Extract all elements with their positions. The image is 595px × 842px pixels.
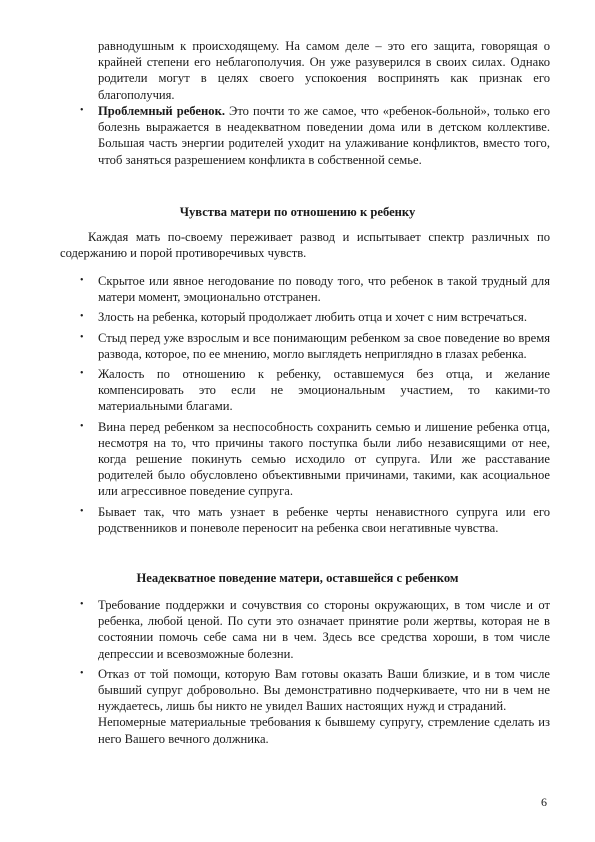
bullet-icon: • bbox=[80, 599, 84, 610]
list-item-continuation: Непомерные материальные требования к бывшему супругу, стремление сделать из него Вашего вечного должника. bbox=[98, 715, 550, 746]
list-item bbox=[0, 309, 595, 325]
list-item bbox=[0, 504, 595, 536]
list-item-text: Злость на ребенка, который продолжает любить отца и хочет с ним встречаться. bbox=[98, 310, 527, 325]
bullet-icon: • bbox=[80, 368, 84, 380]
list-item bbox=[0, 273, 595, 305]
list-item bbox=[0, 666, 595, 747]
list-item bbox=[0, 419, 595, 500]
term-bold: Проблемный ребенок. bbox=[98, 104, 225, 118]
list-item-text: Жалость по отношению к ребенку, оставшемуся без отца, и желание компенсировать это если не эмоциональным участием, то какими-то материальными благами. bbox=[98, 367, 550, 414]
list-item-text bbox=[98, 103, 550, 168]
list-item-text: Скрытое или явное негодование по поводу того, что ребенок в такой трудный для матери момент, эмоционально отстранен. bbox=[98, 274, 550, 305]
intro-paragraph: Каждая мать по-своему переживает развод и испытывает спектр различных по содержанию и порой противоречивых чувств. bbox=[60, 230, 550, 261]
list-item bbox=[0, 366, 595, 415]
list-item-text: Вина перед ребенком за неспособность сохранить семью и лишение ребенка отца, несмотря на то, что причины такого поступка были либо независящими от нее, когда решение покинуть семью исходило от супруга. Или же расставание родителей было обусловлено объективными причинами, такими, как асоциальное или агрессивное поведение супруга. bbox=[98, 419, 550, 499]
list-item-text: Бывает так, что мать узнает в ребенке черты ненавистного супруга или его родственников и поневоле переносит на ребенка свои негативные чувства. bbox=[98, 504, 550, 535]
bullet-icon: • bbox=[80, 331, 84, 343]
top-paragraph: равнодушным к происходящему. На самом деле – это его защита, говорящая о крайней степени его неблагополучия. Он уже разуверился в своих силах. Однако родители могут в целях своего успокоения воспринять как признак его благополучия. bbox=[98, 39, 550, 102]
bullet-icon: • bbox=[80, 420, 84, 432]
term-description: Это почти то же самое, что «ребенок-больной», только его болезнь выражается в неадекватном поведении дома или в детском коллективе. Большая часть энергии родителей уходит на улаживание конфликтов, вместо того, чтоб заняться разрешением конфликта в собственной семье. bbox=[98, 104, 550, 167]
feelings-list bbox=[0, 273, 595, 536]
bullet-icon: • bbox=[80, 311, 84, 323]
bullet-icon: • bbox=[80, 275, 84, 286]
list-item bbox=[0, 330, 595, 362]
bullet-icon: • bbox=[80, 105, 84, 116]
section-heading-mother-feelings: Чувства матери по отношению к ребенку bbox=[179, 205, 416, 219]
behavior-list bbox=[0, 597, 595, 747]
page-number: 6 bbox=[541, 795, 547, 809]
bullet-icon: • bbox=[80, 505, 84, 517]
bullet-icon: • bbox=[80, 667, 84, 679]
list-item bbox=[0, 103, 595, 168]
list-item-text: Требование поддержки и сочувствия со стороны окружающих, в том числе и от ребенка, любой ценой. По сути это означает принятие роли жертвы, которая не в состоянии помочь себе сама ни в чем. Здесь все средства хороши, в том числе депрессии и всевозможные болезни. bbox=[98, 598, 550, 661]
list-item-text: Отказ от той помощи, которую Вам готовы оказать Ваши близкие, и в том числе бывший супруг добровольно. Вы демонстративно подчеркиваете, что ни в чем не нуждаетесь, лишь бы никто не увидел Ваших настоящих нужд и страданий. bbox=[98, 666, 550, 714]
problem-child-list bbox=[0, 103, 595, 168]
list-item bbox=[0, 597, 595, 662]
list-item-text: Стыд перед уже взрослым и все понимающим ребенком за свое поведение во время развода, которое, по ее мнению, могло выглядеть неприглядно в глазах ребенка. bbox=[98, 330, 550, 361]
section-heading-inadequate-behavior: Неадекватное поведение матери, оставшейся с ребенком bbox=[136, 571, 459, 585]
